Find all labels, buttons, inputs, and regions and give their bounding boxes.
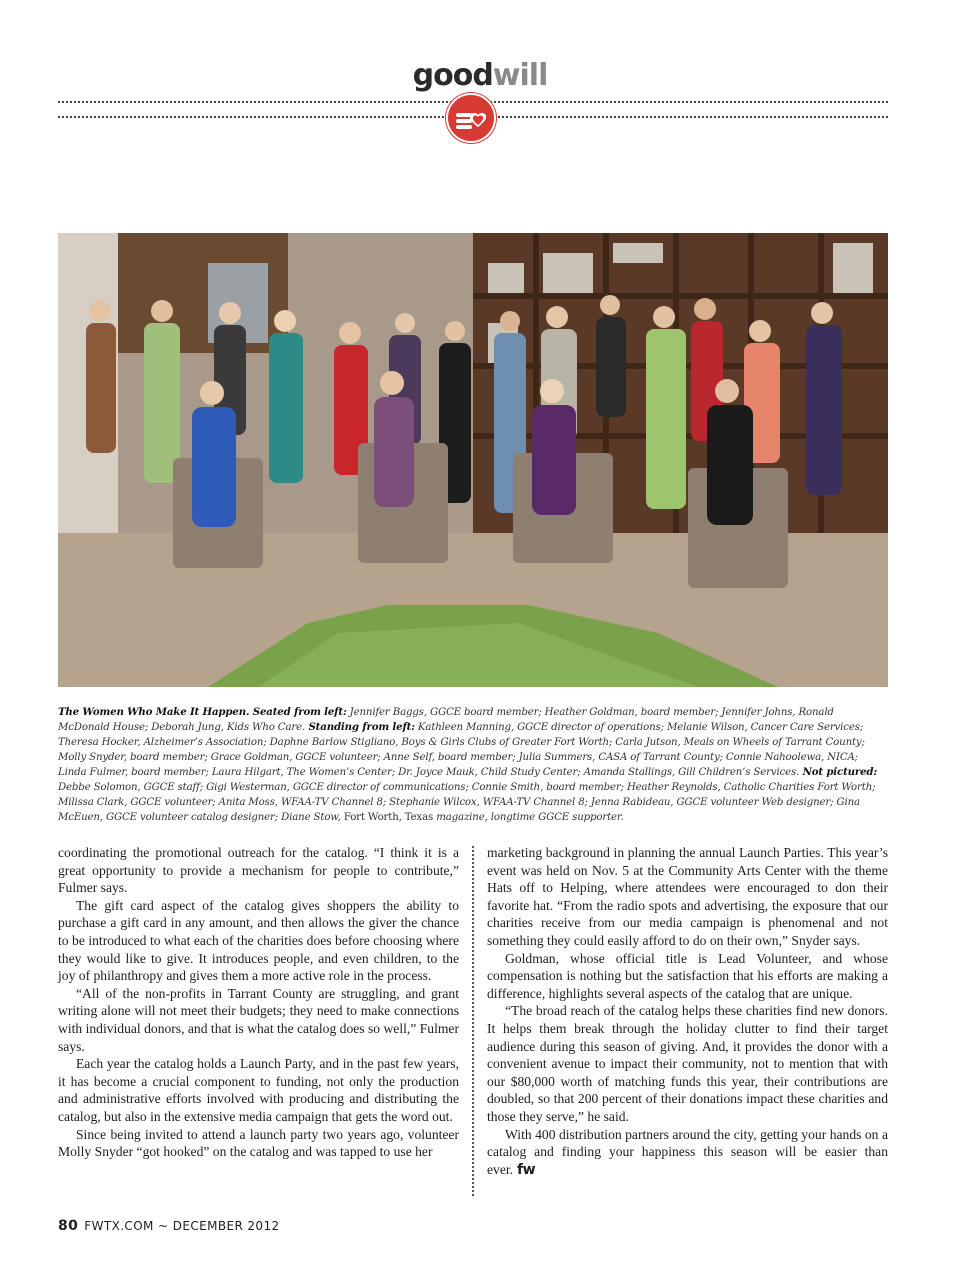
section-title-word1: good: [412, 58, 493, 93]
paragraph-final: [487, 1126, 888, 1180]
column-divider: [472, 846, 474, 1196]
footer-site-date: FWTX.COM ~ DECEMBER 2012: [84, 1219, 280, 1233]
caption-standing-text: Kathleen Manning, GGCE director of operations; Melanie Wilson, Cancer Care Services; Theresa Hocker, Alzheimer’s Association; Daphne Barlow Stigliano, Boys & Girls Clubs of Greater Fort Worth; Carla Jutson, Meals on Wheels of Tarrant County; Molly Snyder, board member; Grace Goldman, GGCE volunteer; Anne Self, board member; Julia Summers, CASA of Tarrant County; Connie Nahoolewa, NICA; Linda Fulmer, board member; Laura Hilgart, The Women’s Center; Dr. Joyce Mauk, Child Study Center; Amanda Stallings, Gill Children’s Services.: [58, 722, 865, 778]
page-number: 80: [58, 1218, 79, 1234]
paragraph: Goldman, whose official title is Lead Volunteer, and whose compensation is nothing but the satisfaction that his efforts are making a difference, highlights several aspects of the catalog that are unique.: [487, 950, 888, 1001]
caption-seated-lead: The Women Who Make It Happen. Seated from left:: [58, 706, 347, 718]
section-title: [0, 58, 960, 94]
paragraph: “All of the non-profits in Tarrant County are struggling, and grant writing alone will not meet their budgets; they need to make connections with individual donors, and that is what the catalog does so well,” Fulmer says.: [58, 985, 459, 1054]
section-title-word2: will: [492, 58, 548, 93]
paragraph: The gift card aspect of the catalog gives shoppers the ability to purchase a gift card in any amount, and then allows the giver the chance to be introduced to what each of the charities does before choosing where they would like to give. It introduces people, and even children, to the joy of philanthropy and gives them a more active role in the process.: [58, 897, 459, 984]
paragraph: coordinating the promotional outreach for the catalog. “I think it is a great opportunity to provide a mechanism for people to contribute,” Fulmer says.: [58, 845, 459, 896]
group-photo: [58, 233, 888, 687]
caption-standing-lead: Standing from left:: [305, 721, 415, 733]
caption-notpictured-lead: Not pictured:: [799, 766, 878, 778]
paragraph-final-text: With 400 distribution partners around the city, getting your hands on a catalog and finding your happiness this season will be easier than ever.: [487, 1126, 888, 1177]
hands-heart-icon: [446, 93, 496, 143]
caption-seated-text: Jennifer Baggs, GGCE board member; Heather Goldman, board member; Jennifer Johns, Ronald McDonald House; Deborah Jung, Kids Who Care.: [58, 707, 834, 733]
photo-caption: [58, 705, 888, 825]
end-mark: fw: [517, 1161, 536, 1178]
paragraph: “The broad reach of the catalog helps these charities find new donors. It helps them break through the holiday clutter to find their target audience during this season of giving. And, it provides the donor with a convenient avenue to impact their community, not to mention that with our $80,000 worth of matching funds this year, their contributions are doubled, so that 200 percent of their donations impact these charities and those they serve,” he said.: [487, 1003, 888, 1124]
caption-notpictured-text: Debbe Solomon, GGCE staff; Gigi Westerman, GGCE director of communications; Connie Smith, board member; Heather Reynolds, Catholic Charities Fort Worth; Milissa Clark, GGCE volunteer; Anita Moss, WFAA-TV Channel 8; Stephanie Wilcox, WFAA-TV Channel 8; Jenna Rabideau, GGCE volunteer Web designer; Gina McEuen, GGCE volunteer catalog designer; Diane Stow,: [58, 782, 876, 823]
body-column-right: [487, 844, 888, 1179]
paragraph: marketing background in planning the annual Launch Parties. This year’s event was held on Nov. 5 at the Community Arts Center with the theme Hats off to Helping, where attendees were encouraged to don their favorite hat. “From the radio spots and advertising, the exposure that our charities receive from our media campaign is phenomenal and not something they could easily afford to do on their own,” Snyder says.: [487, 845, 888, 948]
page-footer: [58, 1218, 280, 1234]
paragraph: Each year the catalog holds a Launch Party, and in the past few years, it has become a crucial component to funding, not only the production and administrative efforts involved with producing and distributing the catalog, but also in the extensive media campaign that gets the word out.: [58, 1056, 459, 1124]
caption-tail: magazine, longtime GGCE supporter.: [433, 812, 624, 823]
body-column-left: [58, 844, 459, 1161]
group-photo-image: [58, 233, 888, 687]
caption-magazine-name: Fort Worth, Texas: [340, 812, 434, 823]
paragraph: Since being invited to attend a launch party two years ago, volunteer Molly Snyder “got hooked” on the catalog and was tapped to use her: [58, 1126, 459, 1160]
